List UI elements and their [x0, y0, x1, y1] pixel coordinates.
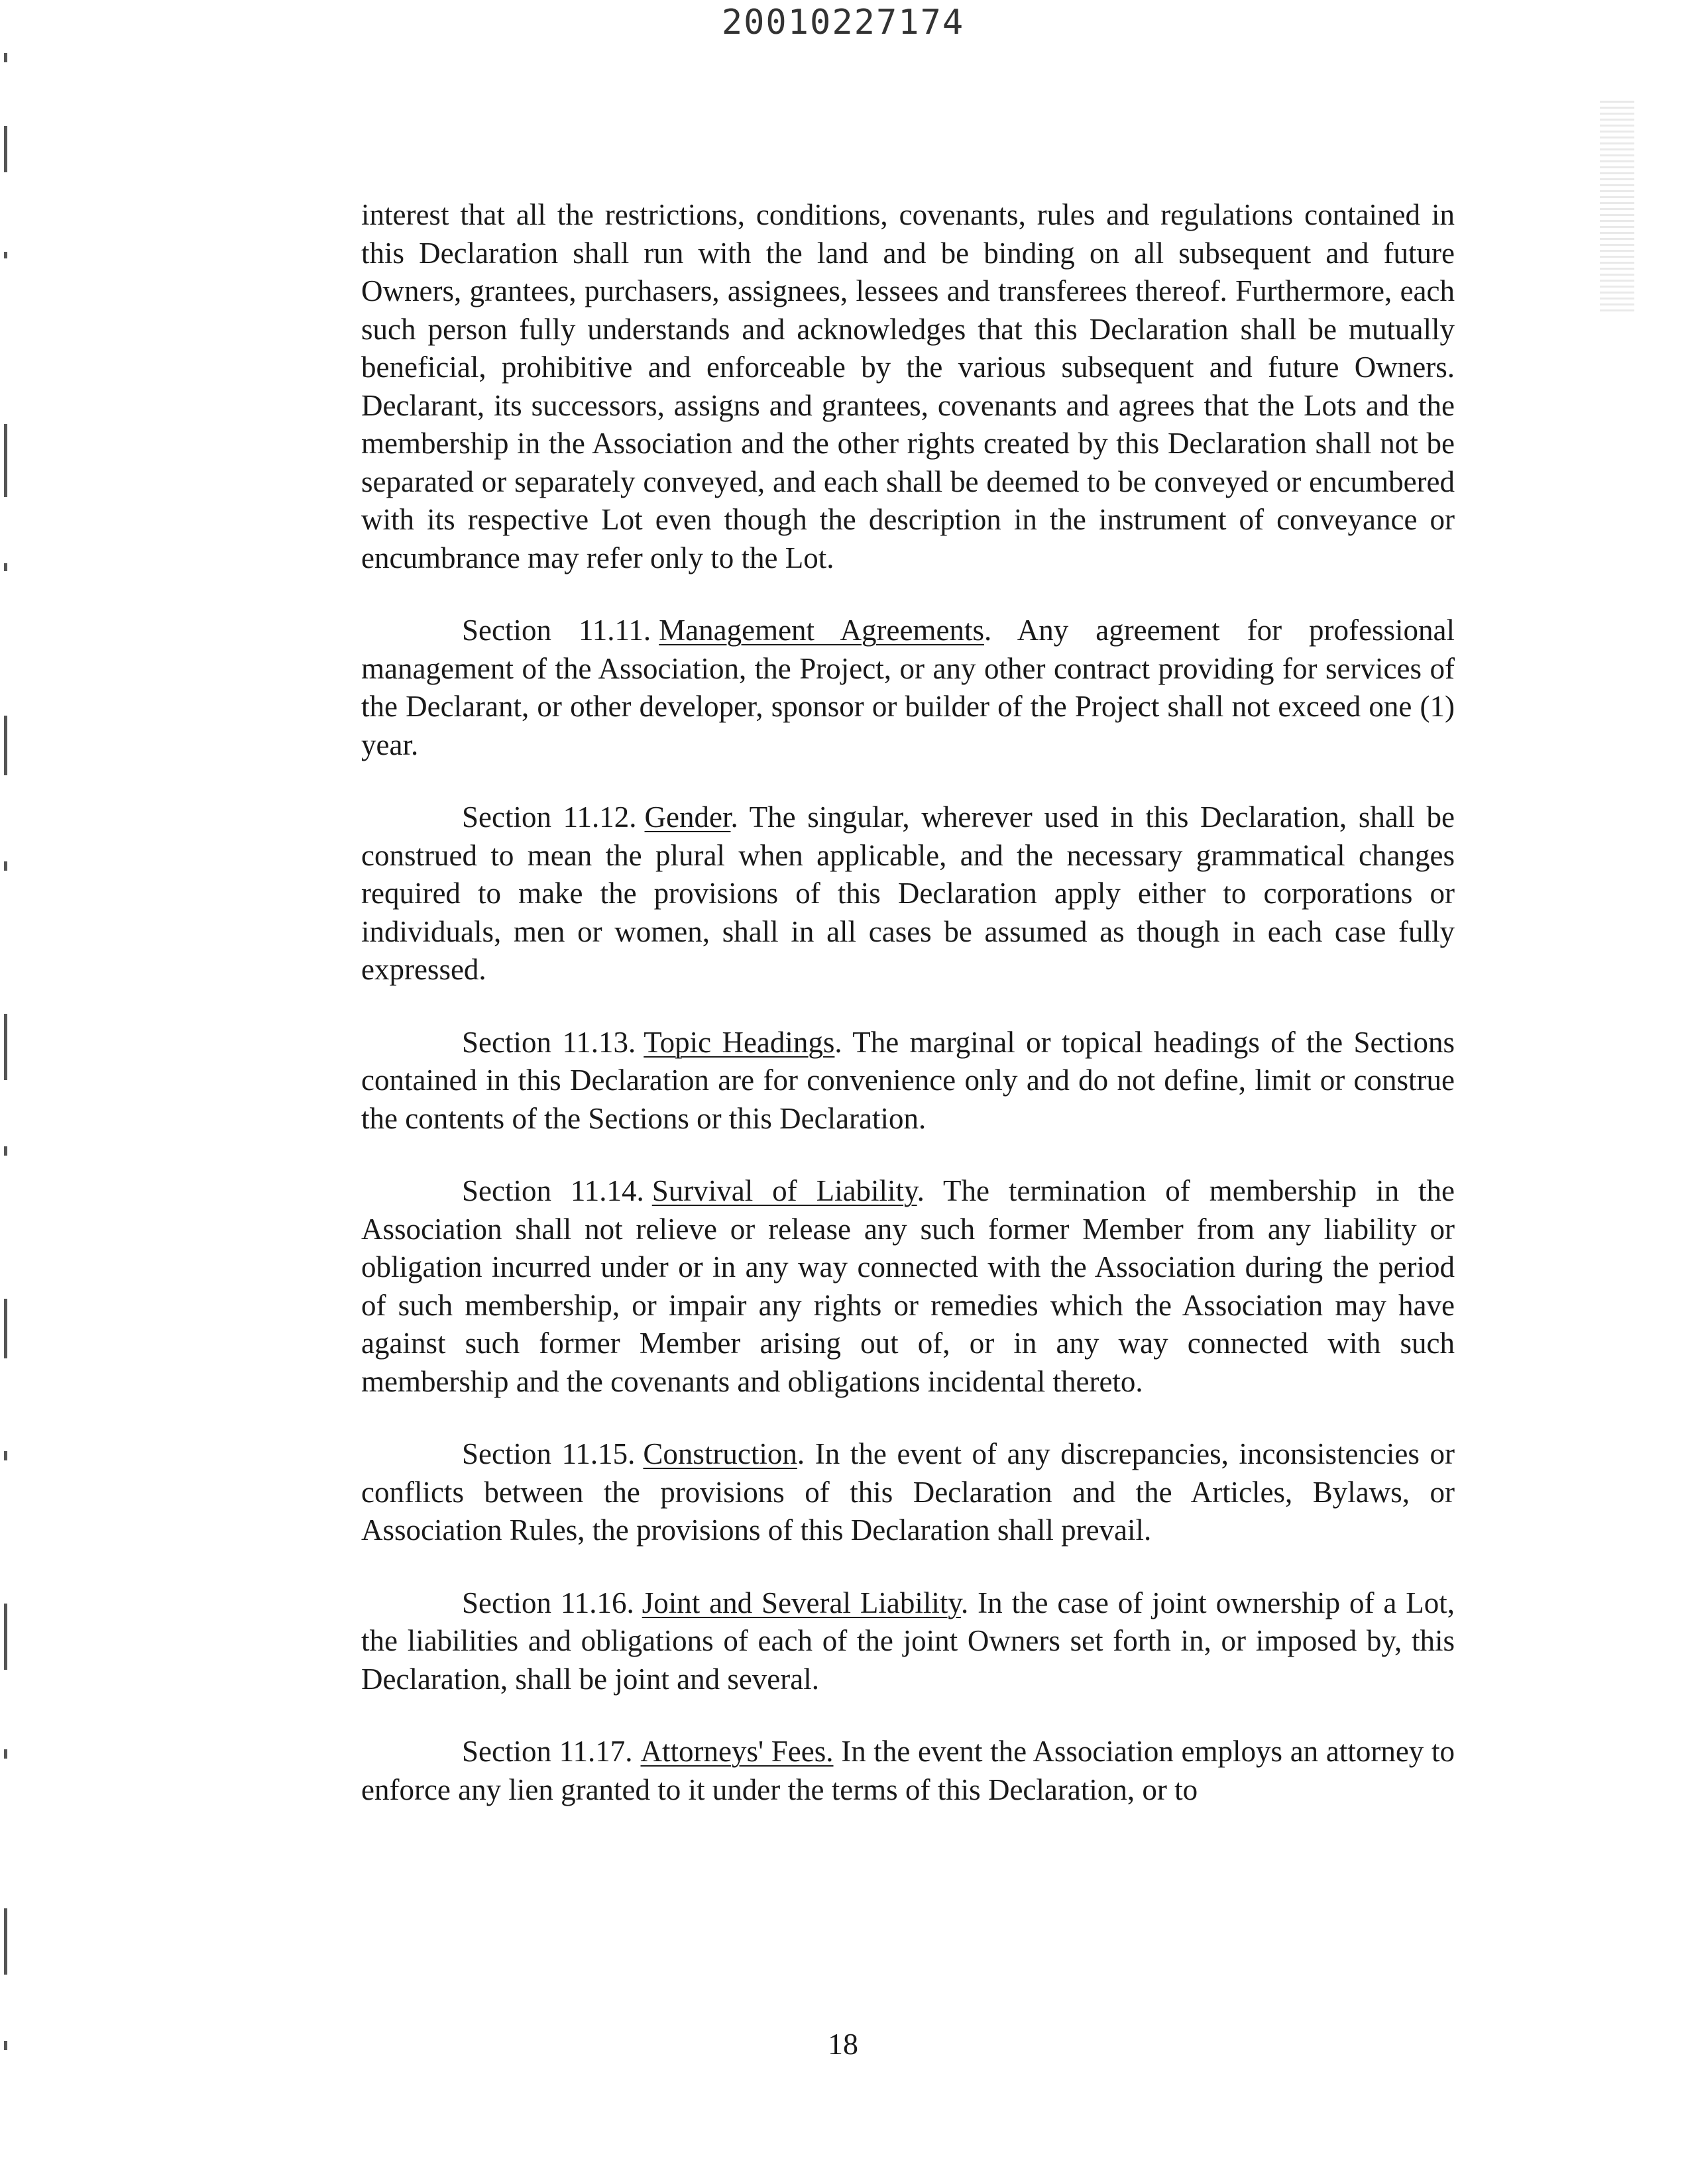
section-text: In the event the Association employs an attorney to enforce any lien granted to it under the terms of this Declaration, or to	[361, 1735, 1455, 1806]
scan-mark	[4, 563, 7, 571]
section-text: . The termination of membership in the Association shall not relieve or release any such former Member from any liability or obligation incurred under or in any way connected with the Association during the period of such membership, or impair any rights or remedies which the Association may have against such former Member arising out of, or in any way connected with such membership and the covenants and obligations incidental thereto.	[361, 1174, 1455, 1398]
scan-mark	[4, 1451, 7, 1460]
section-number: Section 11.15.	[462, 1437, 636, 1470]
section-number: Section 11.14.	[462, 1174, 644, 1207]
scan-mark	[4, 53, 7, 62]
scan-mark	[4, 424, 7, 497]
recording-stamp-mark	[1600, 99, 1634, 311]
page-number: 18	[828, 2027, 858, 2061]
section-heading: Management Agreements	[659, 614, 984, 647]
scan-mark	[4, 716, 7, 775]
section-number: Section 11.16.	[462, 1586, 634, 1619]
section-11-13	[361, 1024, 1455, 1138]
scan-mark	[4, 126, 7, 172]
section-11-16	[361, 1584, 1455, 1699]
scan-mark	[4, 1604, 7, 1670]
section-text: . In the event of any discrepancies, inconsistencies or conflicts between the provisions of this Declaration and the Articles, Bylaws, or Association Rules, the provisions of this Declaration shall prevail.	[361, 1437, 1455, 1547]
scan-mark	[4, 1146, 7, 1156]
section-heading: Topic Headings	[644, 1025, 835, 1059]
section-text: . The singular, wherever used in this Declaration, shall be construed to mean the plural when applicable, and the necessary grammatical changes required to make the provisions of this Declaration apply either to corporations or individuals, men or women, shall in all cases be assumed as though in each case fully expressed.	[361, 800, 1455, 986]
section-number: Section 11.17.	[462, 1735, 633, 1768]
scan-mark	[4, 1908, 7, 1975]
scan-mark	[4, 1749, 7, 1759]
document-number: 20010227174	[721, 3, 965, 42]
section-heading: Gender	[644, 800, 731, 834]
section-11-17	[361, 1733, 1455, 1809]
section-11-11	[361, 612, 1455, 764]
section-number: Section 11.13.	[462, 1025, 636, 1059]
section-heading: Survival of Liability	[651, 1174, 917, 1207]
continuation-paragraph	[361, 196, 1455, 577]
scan-mark	[4, 1299, 7, 1358]
scan-mark	[4, 252, 7, 258]
section-text: . Any agreement for professional management of the Association, the Project, or any other contract providing for services of the Declarant, or other developer, sponsor or builder of the Project shall not exceed one (1) year.	[361, 614, 1455, 761]
scan-mark	[4, 861, 7, 871]
section-11-12	[361, 798, 1455, 989]
section-number: Section 11.11.	[462, 614, 651, 647]
section-heading: Attorneys' Fees.	[640, 1735, 834, 1768]
document-body	[361, 196, 1455, 1843]
section-heading: Construction	[643, 1437, 797, 1470]
scan-edge-artifacts	[0, 0, 15, 2184]
section-text: . In the case of joint ownership of a Lot, the liabilities and obligations of each of the joint Owners set forth in, or imposed by, this Declaration, shall be joint and several.	[361, 1586, 1455, 1696]
section-11-14	[361, 1172, 1455, 1401]
section-number: Section 11.12.	[462, 800, 637, 834]
scan-mark	[4, 1014, 7, 1080]
section-text: . The marginal or topical headings of the Sections contained in this Declaration are for convenience only and do not define, limit or construe the contents of the Sections or this Declaration.	[361, 1025, 1455, 1135]
section-11-15	[361, 1435, 1455, 1550]
paragraph-text: interest that all the restrictions, conditions, covenants, rules and regulations contained in this Declaration shall run with the land and be binding on all subsequent and future Owners, grantees, purchasers, assignees, lessees and transferees thereof. Furthermore, each such person fully understands and acknowledges that this Declaration shall be mutually beneficial, prohibitive and enforceable by the various subsequent and future Owners. Declarant, its successors, assigns and grantees, covenants and agrees that the Lots and the membership in the Association and the other rights created by this Declaration shall not be separated or separately conveyed, and each shall be deemed to be conveyed or encumbered with its respective Lot even though the description in the instrument of conveyance or encumbrance may refer only to the Lot.	[361, 198, 1455, 574]
section-heading: Joint and Several Liability	[642, 1586, 961, 1619]
